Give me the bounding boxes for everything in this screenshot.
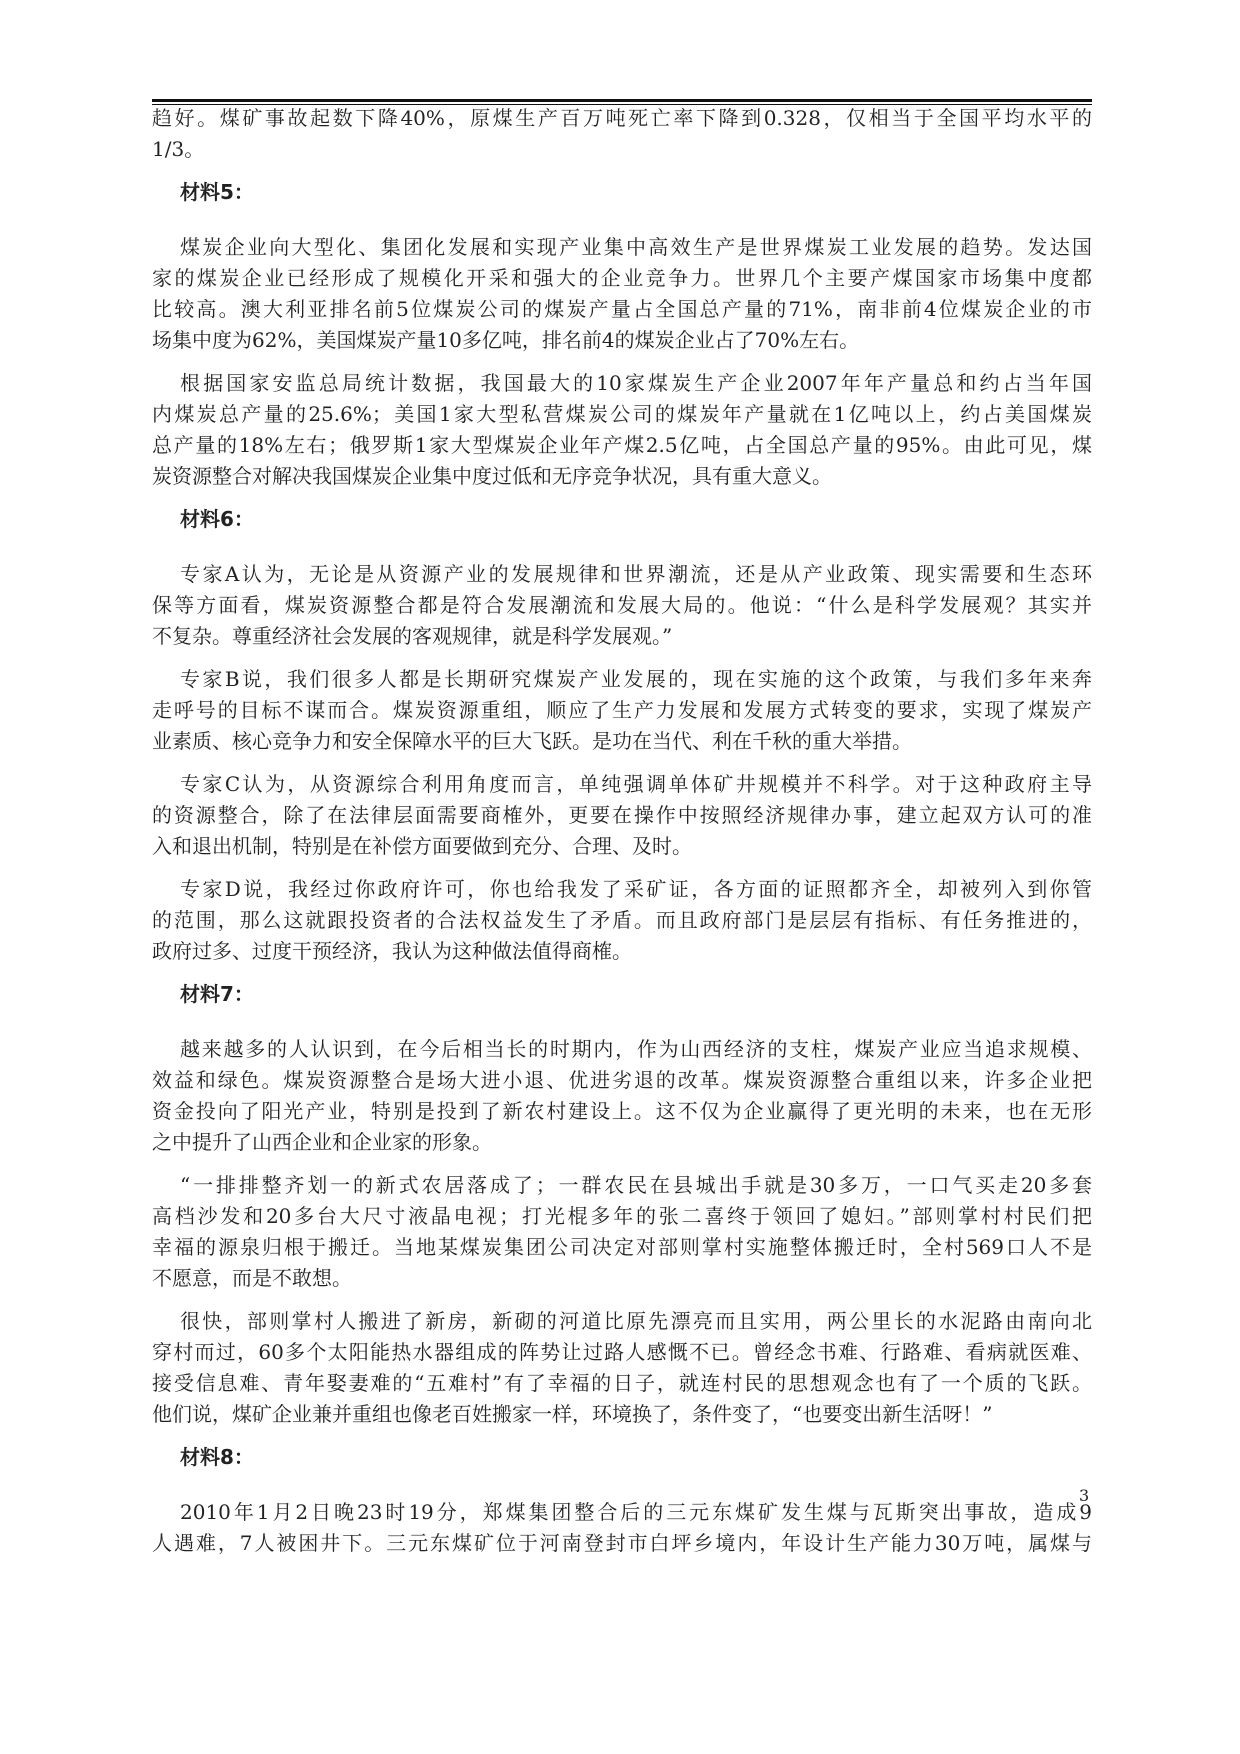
- paragraph-line: 业素质、核心竞争力和安全保障水平的巨大飞跃。是功在当代、利在千秋的重大举措。: [152, 729, 912, 753]
- section-heading: 材料8：: [180, 1445, 254, 1469]
- paragraph-line: 总产量的18%左右；俄罗斯1家大型煤炭企业年产煤2.5亿吨，占全国总产量的95%。由此可见，煤: [152, 433, 1092, 457]
- paragraph-line: 内煤炭总产量的25.6%；美国1家大型私营煤炭公司的煤炭年产量就在1亿吨以上，约占美国煤炭: [152, 402, 1092, 426]
- paragraph-line: 专家A认为，无论是从资源产业的发展规律和世界潮流，还是从产业政策、现实需要和生态环: [180, 562, 1092, 586]
- paragraph-line: 越来越多的人认识到，在今后相当长的时期内，作为山西经济的支柱，煤炭产业应当追求规模、: [180, 1037, 1092, 1061]
- paragraph-line: 政府过多、过度干预经济，我认为这种做法值得商榷。: [152, 939, 632, 963]
- section-heading: 材料5：: [180, 180, 254, 204]
- section-heading: 材料6：: [180, 507, 254, 531]
- paragraph-line: 场集中度为62%，美国煤炭产量10多亿吨，排名前4的煤炭企业占了70%左右。: [152, 328, 860, 352]
- paragraph-line: 炭资源整合对解决我国煤炭企业集中度过低和无序竞争状况，具有重大意义。: [152, 464, 832, 488]
- paragraph-line: 趋好。煤矿事故起数下降40%，原煤生产百万吨死亡率下降到0.328，仅相当于全国平均水平的: [152, 106, 1092, 130]
- paragraph-line: 家的煤炭企业已经形成了规模化开采和强大的企业竞争力。世界几个主要产煤国家市场集中度都: [152, 266, 1092, 290]
- paragraph-line: 煤炭企业向大型化、集团化发展和实现产业集中高效生产是世界煤炭工业发展的趋势。发达国: [180, 235, 1092, 259]
- paragraph-line: 接受信息难、青年娶妻难的“五难村”有了幸福的日子，就连村民的思想观念也有了一个质的飞跃。: [152, 1371, 1092, 1395]
- paragraph-line: 之中提升了山西企业和企业家的形象。: [152, 1130, 492, 1154]
- paragraph-line: 专家B说，我们很多人都是长期研究煤炭产业发展的，现在实施的这个政策，与我们多年来奔: [180, 667, 1092, 691]
- paragraph-line: “一排排整齐划一的新式农居落成了；一群农民在县城出手就是30多万，一口气买走20多套: [180, 1173, 1092, 1197]
- header-rule-thick: [152, 99, 1092, 102]
- paragraph-line: 穿村而过，60多个太阳能热水器组成的阵势让过路人感慨不已。曾经念书难、行路难、看病就医难、: [152, 1340, 1092, 1364]
- paragraph-line: 入和退出机制，特别是在补偿方面要做到充分、合理、及时。: [152, 834, 692, 858]
- paragraph-line: 专家C认为，从资源综合利用角度而言，单纯强调单体矿井规模并不科学。对于这种政府主导: [180, 772, 1092, 796]
- paragraph-line: 保等方面看，煤炭资源整合都是符合发展潮流和发展大局的。他说：“什么是科学发展观？其实并: [152, 593, 1092, 617]
- paragraph-line: 根据国家安监总局统计数据，我国最大的10家煤炭生产企业2007年年产量总和约占当年国: [180, 371, 1092, 395]
- paragraph-line: 的资源整合，除了在法律层面需要商榷外，更要在操作中按照经济规律办事，建立起双方认可的准: [152, 803, 1092, 827]
- paragraph-line: 的范围，那么这就跟投资者的合法权益发生了矛盾。而且政府部门是层层有指标、有任务推进的，: [152, 908, 1092, 932]
- paragraph-line: 很快，部则掌村人搬进了新房，新砌的河道比原先漂亮而且实用，两公里长的水泥路由南向北: [180, 1309, 1092, 1333]
- section-heading: 材料7：: [180, 982, 254, 1006]
- paragraph-line: 效益和绿色。煤炭资源整合是场大进小退、优进劣退的改革。煤炭资源整合重组以来，许多企业把: [152, 1068, 1092, 1092]
- paragraph-line: 比较高。澳大利亚排名前5位煤炭公司的煤炭产量占全国总产量的71%，南非前4位煤炭企业的市: [152, 297, 1092, 321]
- paragraph-line: 人遇难，7人被困井下。三元东煤矿位于河南登封市白坪乡境内，年设计生产能力30万吨，属煤与: [152, 1531, 1092, 1555]
- paragraph-line: 走呼号的目标不谋而合。煤炭资源重组，顺应了生产力发展和发展方式转变的要求，实现了煤炭产: [152, 698, 1092, 722]
- page-number: 3: [1079, 1486, 1090, 1505]
- paragraph-line: 不复杂。尊重经济社会发展的客观规律，就是科学发展观。”: [152, 624, 673, 648]
- paragraph-line: 幸福的源泉归根于搬迁。当地某煤炭集团公司决定对部则掌村实施整体搬迁时，全村569口人不是: [152, 1235, 1092, 1259]
- paragraph-line: 2010年1月2日晚23时19分，郑煤集团整合后的三元东煤矿发生煤与瓦斯突出事故，造成9: [180, 1500, 1092, 1524]
- paragraph-line: 他们说，煤矿企业兼并重组也像老百姓搬家一样，环境换了，条件变了，“也要变出新生活呀！”: [152, 1402, 993, 1426]
- paragraph-line: 专家D说，我经过你政府许可，你也给我发了采矿证，各方面的证照都齐全，却被列入到你管: [180, 877, 1092, 901]
- paragraph-line: 高档沙发和20多台大尺寸液晶电视；打光棍多年的张二喜终于领回了媳妇。”部则掌村村民们把: [152, 1204, 1092, 1228]
- paragraph-line: 资金投向了阳光产业，特别是投到了新农村建设上。这不仅为企业赢得了更光明的未来，也在无形: [152, 1099, 1092, 1123]
- paragraph-line: 不愿意，而是不敢想。: [152, 1266, 352, 1290]
- paragraph-line: 1/3。: [152, 137, 205, 161]
